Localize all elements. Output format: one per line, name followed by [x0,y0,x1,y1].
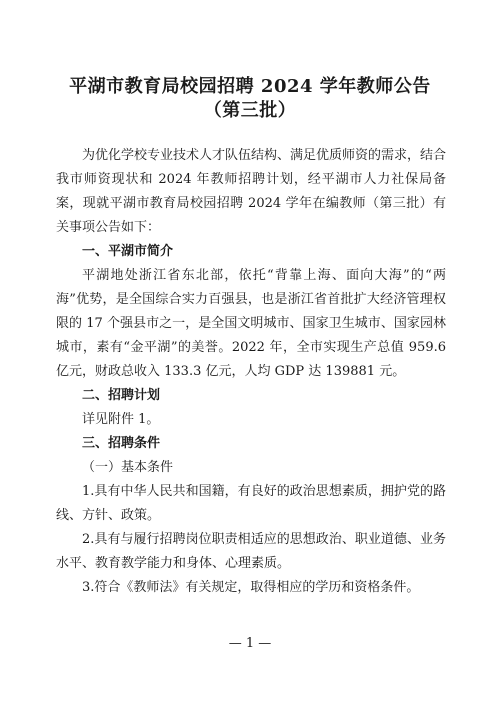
intro-paragraph: 为优化学校专业技术人才队伍结构、满足优质师资的需求，结合我市师资现状和 2024 年教师招聘计划，经平湖市人力社保局备案，现就平湖市教育局校园招聘 2024 学年在编教师（第三批）有关事项公告如下： [56,148,447,235]
section-heading: 三、招聘条件 [82,436,161,451]
subsection-heading: （一）基本条件 [82,460,174,475]
body-paragraph: 2.具有与履行招聘岗位职责相适应的思想政治、职业道德、业务水平、教育教学能力和身体、心理素质。 [56,532,446,571]
document-subtitle: （第三批） [203,100,297,121]
section-heading: 一、平湖市简介 [82,244,174,259]
page-number: — 1 — [228,636,272,651]
body-paragraph: 3.符合《教师法》有关规定，取得相应的学历和资格条件。 [82,580,420,595]
body-paragraph: 1.具有中华人民共和国籍，有良好的政治思想素质，拥护党的路线、方针、政策。 [56,484,446,523]
body-paragraph: 平湖地处浙江省东北部，依托“背靠上海、面向大海”的“两海”优势，是全国综合实力百强县，也是浙江省首批扩大经济管理权限的 17 个强县市之一，是全国文明城市、国家卫生城市、国家园林城市，素有“金平湖”的美誉。2022 年，全市实现生产总值 959.6 亿元，财政总收入 133.3 亿元，人均 GDP 达 139881 元。 [56,268,446,379]
document-title: 平湖市教育局校园招聘 2024 学年教师公告 [69,76,431,97]
body-paragraph: 详见附件 1。 [82,412,160,427]
document-body [56,144,446,600]
section-heading: 二、招聘计划 [82,388,161,403]
